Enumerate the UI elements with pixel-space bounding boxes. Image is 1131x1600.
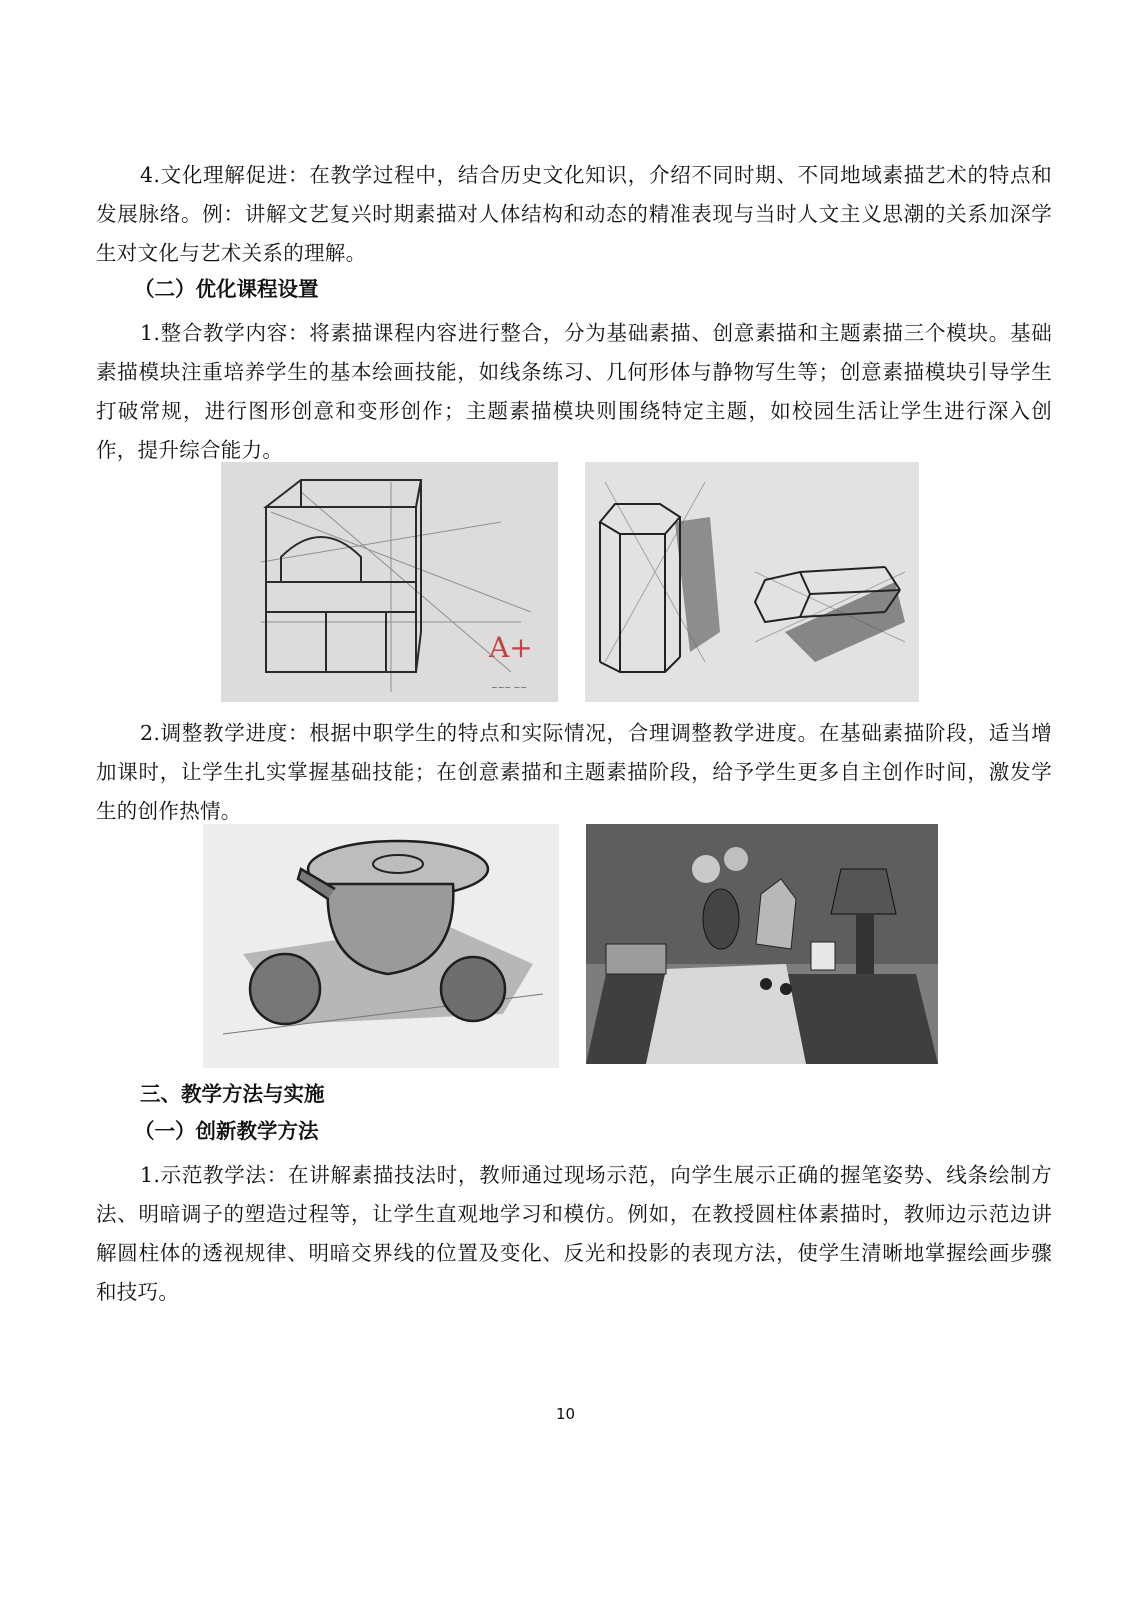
paragraph-adjust-progress: 2.调整教学进度：根据中职学生的特点和实际情况，合理调整教学进度。在基础素描阶段，适当增加课时，让学生扎实掌握基础技能；在创意素描和主题素描阶段，给予学生更多自主创作时间，激发学生的创作热情。 [96,721,1052,823]
figure-still-life-table-sketch [586,824,938,1064]
grade-mark-text: A+ [489,631,533,664]
svg-text:~~~ ~~: ~~~ ~~ [491,683,528,692]
paragraph-culture-understanding: 4.文化理解促进：在教学过程中，结合历史文化知识，介绍不同时期、不同地域素描艺术的特点和发展脉络。例：讲解文艺复兴时期素描对人体结构和动态的精准表现与当时人文主义思潮的关系加深学生对文化与艺术关系的理解。 [96,163,1052,265]
cube-arch-sketch-image [221,462,558,702]
figure-teapot-still-life-sketch [203,824,559,1068]
section-heading-teaching-methods: 三、教学方法与实施 [140,1082,325,1106]
figure-hexagonal-prisms-sketch [585,462,919,702]
section-heading-optimize-course: （二）优化课程设置 [134,277,319,301]
page-number: 10 [555,1405,576,1423]
section-heading-innovative-methods: （一）创新教学方法 [134,1119,319,1143]
paragraph-demonstration-method: 1.示范教学法：在讲解素描技法时，教师通过现场示范，向学生展示正确的握笔姿势、线条绘制方法、明暗调子的塑造过程等，让学生直观地学习和模仿。例如，在教授圆柱体素描时，教师边示范边讲解圆柱体的透视规律、明暗交界线的位置及变化、反光和投影的表现方法，使学生清晰地掌握绘画步骤和技巧。 [96,1163,1052,1304]
still-life-table-sketch-image [586,824,938,1064]
teapot-still-life-sketch-image [203,824,559,1068]
paragraph-integrate-content: 1.整合教学内容：将素描课程内容进行整合，分为基础素描、创意素描和主题素描三个模块。基础素描模块注重培养学生的基本绘画技能，如线条练习、几何形体与静物写生等；创意素描模块引导学生打破常规，进行图形创意和变形创作；主题素描模块则围绕特定主题，如校园生活让学生进行深入创作，提升综合能力。 [96,321,1052,462]
hexagonal-prisms-sketch-image [585,462,919,702]
figure-cube-arch-sketch [221,462,558,702]
